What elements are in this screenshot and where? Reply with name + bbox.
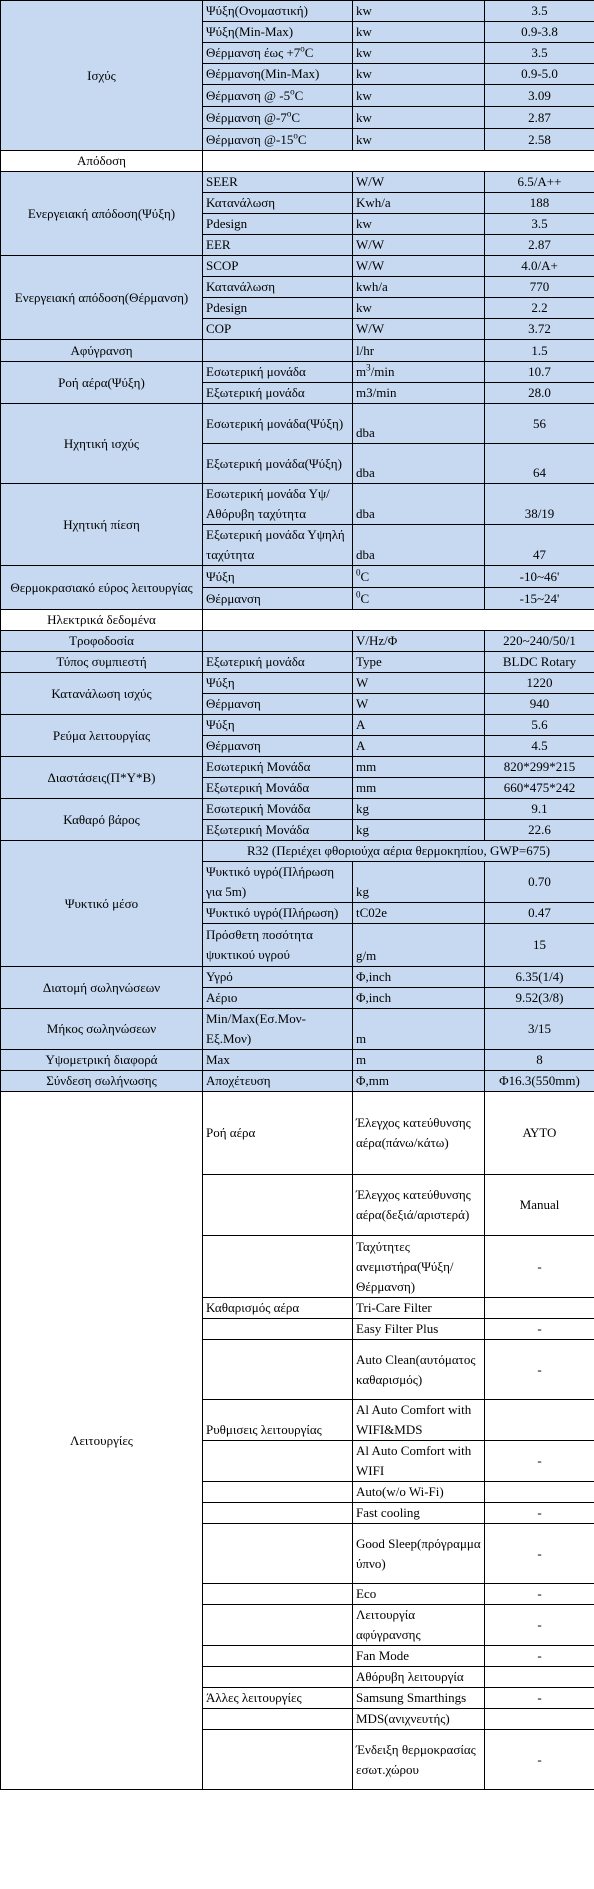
unit-cell: kg (353, 820, 485, 841)
category-cell: Τύπος συμπιεστή (1, 652, 203, 673)
function-group (203, 1709, 353, 1730)
unit-cell: W/W (353, 319, 485, 340)
function-group (203, 1730, 353, 1790)
param-label (203, 631, 353, 652)
category-cell: Ψυκτικό μέσο (1, 841, 203, 967)
unit-cell: kw (353, 214, 485, 235)
table-row (1, 1009, 594, 1050)
table-row (1, 1071, 594, 1092)
function-label: Έλεγχος κατεύθυνσης αέρα(δεξιά/αριστερά) (353, 1175, 485, 1236)
value-cell: 3.5 (485, 43, 594, 64)
unit-cell: dba (353, 525, 485, 566)
function-group (203, 1482, 353, 1503)
section-row (1, 151, 594, 172)
unit-cell: kwh/a (353, 277, 485, 298)
value-cell: 3.5 (485, 214, 594, 235)
value-cell: 3.09 (485, 85, 594, 107)
unit-cell: kw (353, 64, 485, 85)
function-group (203, 1524, 353, 1584)
unit-cell: kw (353, 1, 485, 22)
param-label: Εξωτερική μονάδα Υψηλή ταχύτητα (203, 525, 353, 566)
param-label: Ψυκτικό υγρό(Πλήρωση) (203, 903, 353, 924)
value-cell: 9.1 (485, 799, 594, 820)
category-cell: Υψομετρική διαφορά (1, 1050, 203, 1071)
value-cell: 10.7 (485, 362, 594, 383)
function-value: - (485, 1646, 594, 1667)
function-group: Άλλες λειτουργίες (203, 1688, 353, 1709)
param-label: Αέριο (203, 988, 353, 1009)
unit-cell: kg (353, 862, 485, 903)
param-label: Ψύξη (203, 673, 353, 694)
param-label: Εξωτερική Μονάδα (203, 820, 353, 841)
category-cell: Τροφοδοσία (1, 631, 203, 652)
unit-cell: m (353, 1009, 485, 1050)
category-cell: Ισχύς (1, 1, 203, 151)
value-cell: 188 (485, 193, 594, 214)
function-label: Good Sleep(πρόγραμμα ύπνο) (353, 1524, 485, 1584)
param-label: Pdesign (203, 214, 353, 235)
unit-cell: Φ,mm (353, 1071, 485, 1092)
empty-cell (203, 151, 594, 172)
function-value: - (485, 1730, 594, 1790)
unit-cell: $^0$C (353, 588, 485, 610)
category-cell: Διαστάσεις(Π*Υ*Β) (1, 757, 203, 799)
functions-category: Λειτουργίες (1, 1092, 203, 1790)
table-row (1, 673, 594, 694)
value-cell: 4.5 (485, 736, 594, 757)
function-value: - (485, 1524, 594, 1584)
table-row (1, 566, 594, 588)
table-row (1, 799, 594, 820)
param-label: Ψύξη(Min-Max) (203, 22, 353, 43)
param-label: SCOP (203, 256, 353, 277)
table-row (1, 404, 594, 444)
table-row (1, 172, 594, 193)
unit-cell: $^0$C (353, 566, 485, 588)
category-cell: Θερμοκρασιακό εύρος λειτουργίας (1, 566, 203, 610)
table-row (1, 256, 594, 277)
unit-cell: kg (353, 799, 485, 820)
table-row (1, 631, 594, 652)
value-cell: 6.35(1/4) (485, 967, 594, 988)
function-label: Eco (353, 1584, 485, 1605)
function-group (203, 1605, 353, 1646)
value-cell: 38/19 (485, 484, 594, 525)
value-cell: 28.0 (485, 383, 594, 404)
function-label: Fan Mode (353, 1646, 485, 1667)
unit-cell: Type (353, 652, 485, 673)
value-cell: 3.72 (485, 319, 594, 340)
param-label: Εξωτερική μονάδα(Ψύξη) (203, 444, 353, 484)
unit-cell: Kwh/a (353, 193, 485, 214)
function-group (203, 1319, 353, 1340)
param-label: Αποχέτευση (203, 1071, 353, 1092)
category-cell: Σύνδεση σωλήνωσης (1, 1071, 203, 1092)
function-group (203, 1584, 353, 1605)
function-label: Auto(w/o Wi-Fi) (353, 1482, 485, 1503)
value-cell: -15~24' (485, 588, 594, 610)
function-label: Ταχύτητες ανεμιστήρα(Ψύξη/Θέρμανση) (353, 1236, 485, 1298)
unit-cell: W/W (353, 172, 485, 193)
unit-cell: V/Hz/Φ (353, 631, 485, 652)
param-label: SEER (203, 172, 353, 193)
unit-cell: dba (353, 404, 485, 444)
value-cell: 0.9-5.0 (485, 64, 594, 85)
function-value: - (485, 1503, 594, 1524)
unit-cell: mm (353, 778, 485, 799)
table-row (1, 484, 594, 525)
category-cell: Ρεύμα λειτουργίας (1, 715, 203, 757)
function-value: - (485, 1584, 594, 1605)
unit-cell: kw (353, 129, 485, 151)
value-cell: 820*299*215 (485, 757, 594, 778)
value-cell: 64 (485, 444, 594, 484)
table-row (1, 841, 594, 862)
value-cell: 220~240/50/1 (485, 631, 594, 652)
param-label: Εξωτερική μονάδα (203, 383, 353, 404)
value-cell: 660*475*242 (485, 778, 594, 799)
function-group (203, 1340, 353, 1400)
table-row (1, 1092, 594, 1175)
unit-cell: kw (353, 43, 485, 64)
function-value: - (485, 1340, 594, 1400)
section-heading: Ηλεκτρικά δεδομένα (1, 610, 203, 631)
unit-cell: W/W (353, 235, 485, 256)
function-label: Έλεγχος κατεύθυνσης αέρα(πάνω/κάτω) (353, 1092, 485, 1175)
function-label: Αθόρυβη λειτουργία (353, 1667, 485, 1688)
function-label: Al Auto Comfort with WIFI&MDS (353, 1400, 485, 1441)
category-cell: Ενεργειακή απόδοση(Θέρμανση) (1, 256, 203, 340)
unit-cell: m (353, 1050, 485, 1071)
table-row (1, 340, 594, 362)
param-label: Εξωτερική Μονάδα (203, 778, 353, 799)
value-cell: 5.6 (485, 715, 594, 736)
param-label: Θέρμανση (203, 736, 353, 757)
param-label: Ψύξη (203, 715, 353, 736)
table-row (1, 715, 594, 736)
unit-cell: dba (353, 484, 485, 525)
value-cell: 1220 (485, 673, 594, 694)
function-value: - (485, 1236, 594, 1298)
value-cell: 8 (485, 1050, 594, 1071)
function-label: Ένδειξη θερμοκρασίας εσωτ.χώρου (353, 1730, 485, 1790)
param-label: Εσωτερική μονάδα Υψ/Αθόρυβη ταχύτητα (203, 484, 353, 525)
function-group (203, 1441, 353, 1482)
function-value: - (485, 1441, 594, 1482)
category-cell: Διατομή σωληνώσεων (1, 967, 203, 1009)
category-cell: Μήκος σωληνώσεων (1, 1009, 203, 1050)
param-label: Εσωτερική μονάδα(Ψύξη) (203, 404, 353, 444)
table-row (1, 967, 594, 988)
category-cell: Αφύγρανση (1, 340, 203, 362)
function-label: Samsung Smarthings (353, 1688, 485, 1709)
param-label: Min/Max(Εσ.Μον-Εξ.Μον) (203, 1009, 353, 1050)
function-group: Ρυθμισεις λειτουργίας (203, 1400, 353, 1441)
table-row (1, 362, 594, 383)
category-cell: Κατανάλωση ισχύς (1, 673, 203, 715)
unit-cell: kw (353, 298, 485, 319)
function-value: - (485, 1688, 594, 1709)
param-label: Θέρμανση @-15$^o$C (203, 129, 353, 151)
unit-cell: Φ,inch (353, 988, 485, 1009)
unit-cell: W/W (353, 256, 485, 277)
function-label: MDS(ανιχνευτής) (353, 1709, 485, 1730)
function-group (203, 1236, 353, 1298)
function-value (485, 1298, 594, 1319)
param-label: Θέρμανση(Min-Max) (203, 64, 353, 85)
param-label (203, 340, 353, 362)
function-value: Manual (485, 1175, 594, 1236)
unit-cell: mm (353, 757, 485, 778)
function-group: Καθαρισμός αέρα (203, 1298, 353, 1319)
unit-cell: Φ,inch (353, 967, 485, 988)
unit-cell: kw (353, 85, 485, 107)
unit-cell: dba (353, 444, 485, 484)
unit-cell: m3/min (353, 383, 485, 404)
function-label: Fast cooling (353, 1503, 485, 1524)
unit-cell: kw (353, 22, 485, 43)
value-cell: 3.5 (485, 1, 594, 22)
function-group (203, 1175, 353, 1236)
value-cell: 22.6 (485, 820, 594, 841)
unit-cell: $m^3/\min$ (353, 362, 485, 383)
value-cell: 0.70 (485, 862, 594, 903)
value-cell: 47 (485, 525, 594, 566)
function-label: Easy Filter Plus (353, 1319, 485, 1340)
function-label: Al Auto Comfort with WIFI (353, 1441, 485, 1482)
unit-cell: A (353, 736, 485, 757)
value-cell: 2.87 (485, 235, 594, 256)
function-value (485, 1400, 594, 1441)
category-cell: Ηχητική πίεση (1, 484, 203, 566)
category-cell: Ενεργειακή απόδοση(Ψύξη) (1, 172, 203, 256)
function-label: Tri-Care Filter (353, 1298, 485, 1319)
empty-cell (203, 610, 594, 631)
section-row (1, 610, 594, 631)
function-group: Ροή αέρα (203, 1092, 353, 1175)
table-row (1, 1, 594, 22)
category-cell: Ηχητική ισχύς (1, 404, 203, 484)
function-label: Auto Clean(αυτόματος καθαρισμός) (353, 1340, 485, 1400)
table-row (1, 1050, 594, 1071)
value-cell: Φ16.3(550mm) (485, 1071, 594, 1092)
param-label: COP (203, 319, 353, 340)
category-cell: Ροή αέρα(Ψύξη) (1, 362, 203, 404)
function-group (203, 1646, 353, 1667)
function-group (203, 1667, 353, 1688)
unit-cell: W (353, 694, 485, 715)
function-value (485, 1482, 594, 1503)
param-label: Θέρμανση (203, 588, 353, 610)
value-cell: 4.0/A+ (485, 256, 594, 277)
param-label: Θέρμανση (203, 694, 353, 715)
function-value: ΑΥΤΟ (485, 1092, 594, 1175)
unit-cell: l/hr (353, 340, 485, 362)
value-cell: 2.87 (485, 107, 594, 129)
param-label: Ψύξη (203, 566, 353, 588)
function-label: Λειτουργία αφύγρανσης (353, 1605, 485, 1646)
function-value (485, 1709, 594, 1730)
param-label: Εξωτερική μονάδα (203, 652, 353, 673)
value-cell: 15 (485, 924, 594, 967)
function-value: - (485, 1319, 594, 1340)
param-label: Max (203, 1050, 353, 1071)
value-cell: 3/15 (485, 1009, 594, 1050)
param-label: Κατανάλωση (203, 277, 353, 298)
unit-cell: W (353, 673, 485, 694)
value-cell: 0.9-3.8 (485, 22, 594, 43)
param-label: EER (203, 235, 353, 256)
param-label: Θέρμανση $έ\omega\varsigma +7^oC$ (203, 43, 353, 64)
refrigerant-note: R32 (Περιέχει φθοριούχα αέρια θερμοκηπίου, GWP=675) (203, 841, 594, 862)
function-value: - (485, 1605, 594, 1646)
value-cell: 940 (485, 694, 594, 715)
function-value (485, 1667, 594, 1688)
unit-cell: A (353, 715, 485, 736)
param-label: Πρόσθετη ποσότητα ψυκτικού υγρού (203, 924, 353, 967)
section-heading: Απόδοση (1, 151, 203, 172)
param-label: Εσωτερική μονάδα (203, 362, 353, 383)
value-cell: 2.58 (485, 129, 594, 151)
param-label: Ψύξη(Ονομαστική) (203, 1, 353, 22)
function-group (203, 1503, 353, 1524)
param-label: Θέρμανση @ -5$^o$C (203, 85, 353, 107)
unit-cell: g/m (353, 924, 485, 967)
value-cell: 1.5 (485, 340, 594, 362)
table-row (1, 757, 594, 778)
category-cell: Καθαρό βάρος (1, 799, 203, 841)
value-cell: 6.5/A++ (485, 172, 594, 193)
value-cell: BLDC Rotary (485, 652, 594, 673)
param-label: Θέρμανση @-7$^o$C (203, 107, 353, 129)
value-cell: 9.52(3/8) (485, 988, 594, 1009)
param-label: Κατανάλωση (203, 193, 353, 214)
value-cell: 770 (485, 277, 594, 298)
param-label: Εσωτερική Μονάδα (203, 799, 353, 820)
param-label: Εσωτερική Μονάδα (203, 757, 353, 778)
value-cell: -10~46' (485, 566, 594, 588)
value-cell: 56 (485, 404, 594, 444)
value-cell: 0.47 (485, 903, 594, 924)
unit-cell: tC02e (353, 903, 485, 924)
param-label: Ψυκτικό υγρό(Πλήρωση για 5m) (203, 862, 353, 903)
table-row (1, 652, 594, 673)
value-cell: 2.2 (485, 298, 594, 319)
param-label: Pdesign (203, 298, 353, 319)
unit-cell: kw (353, 107, 485, 129)
param-label: Υγρό (203, 967, 353, 988)
